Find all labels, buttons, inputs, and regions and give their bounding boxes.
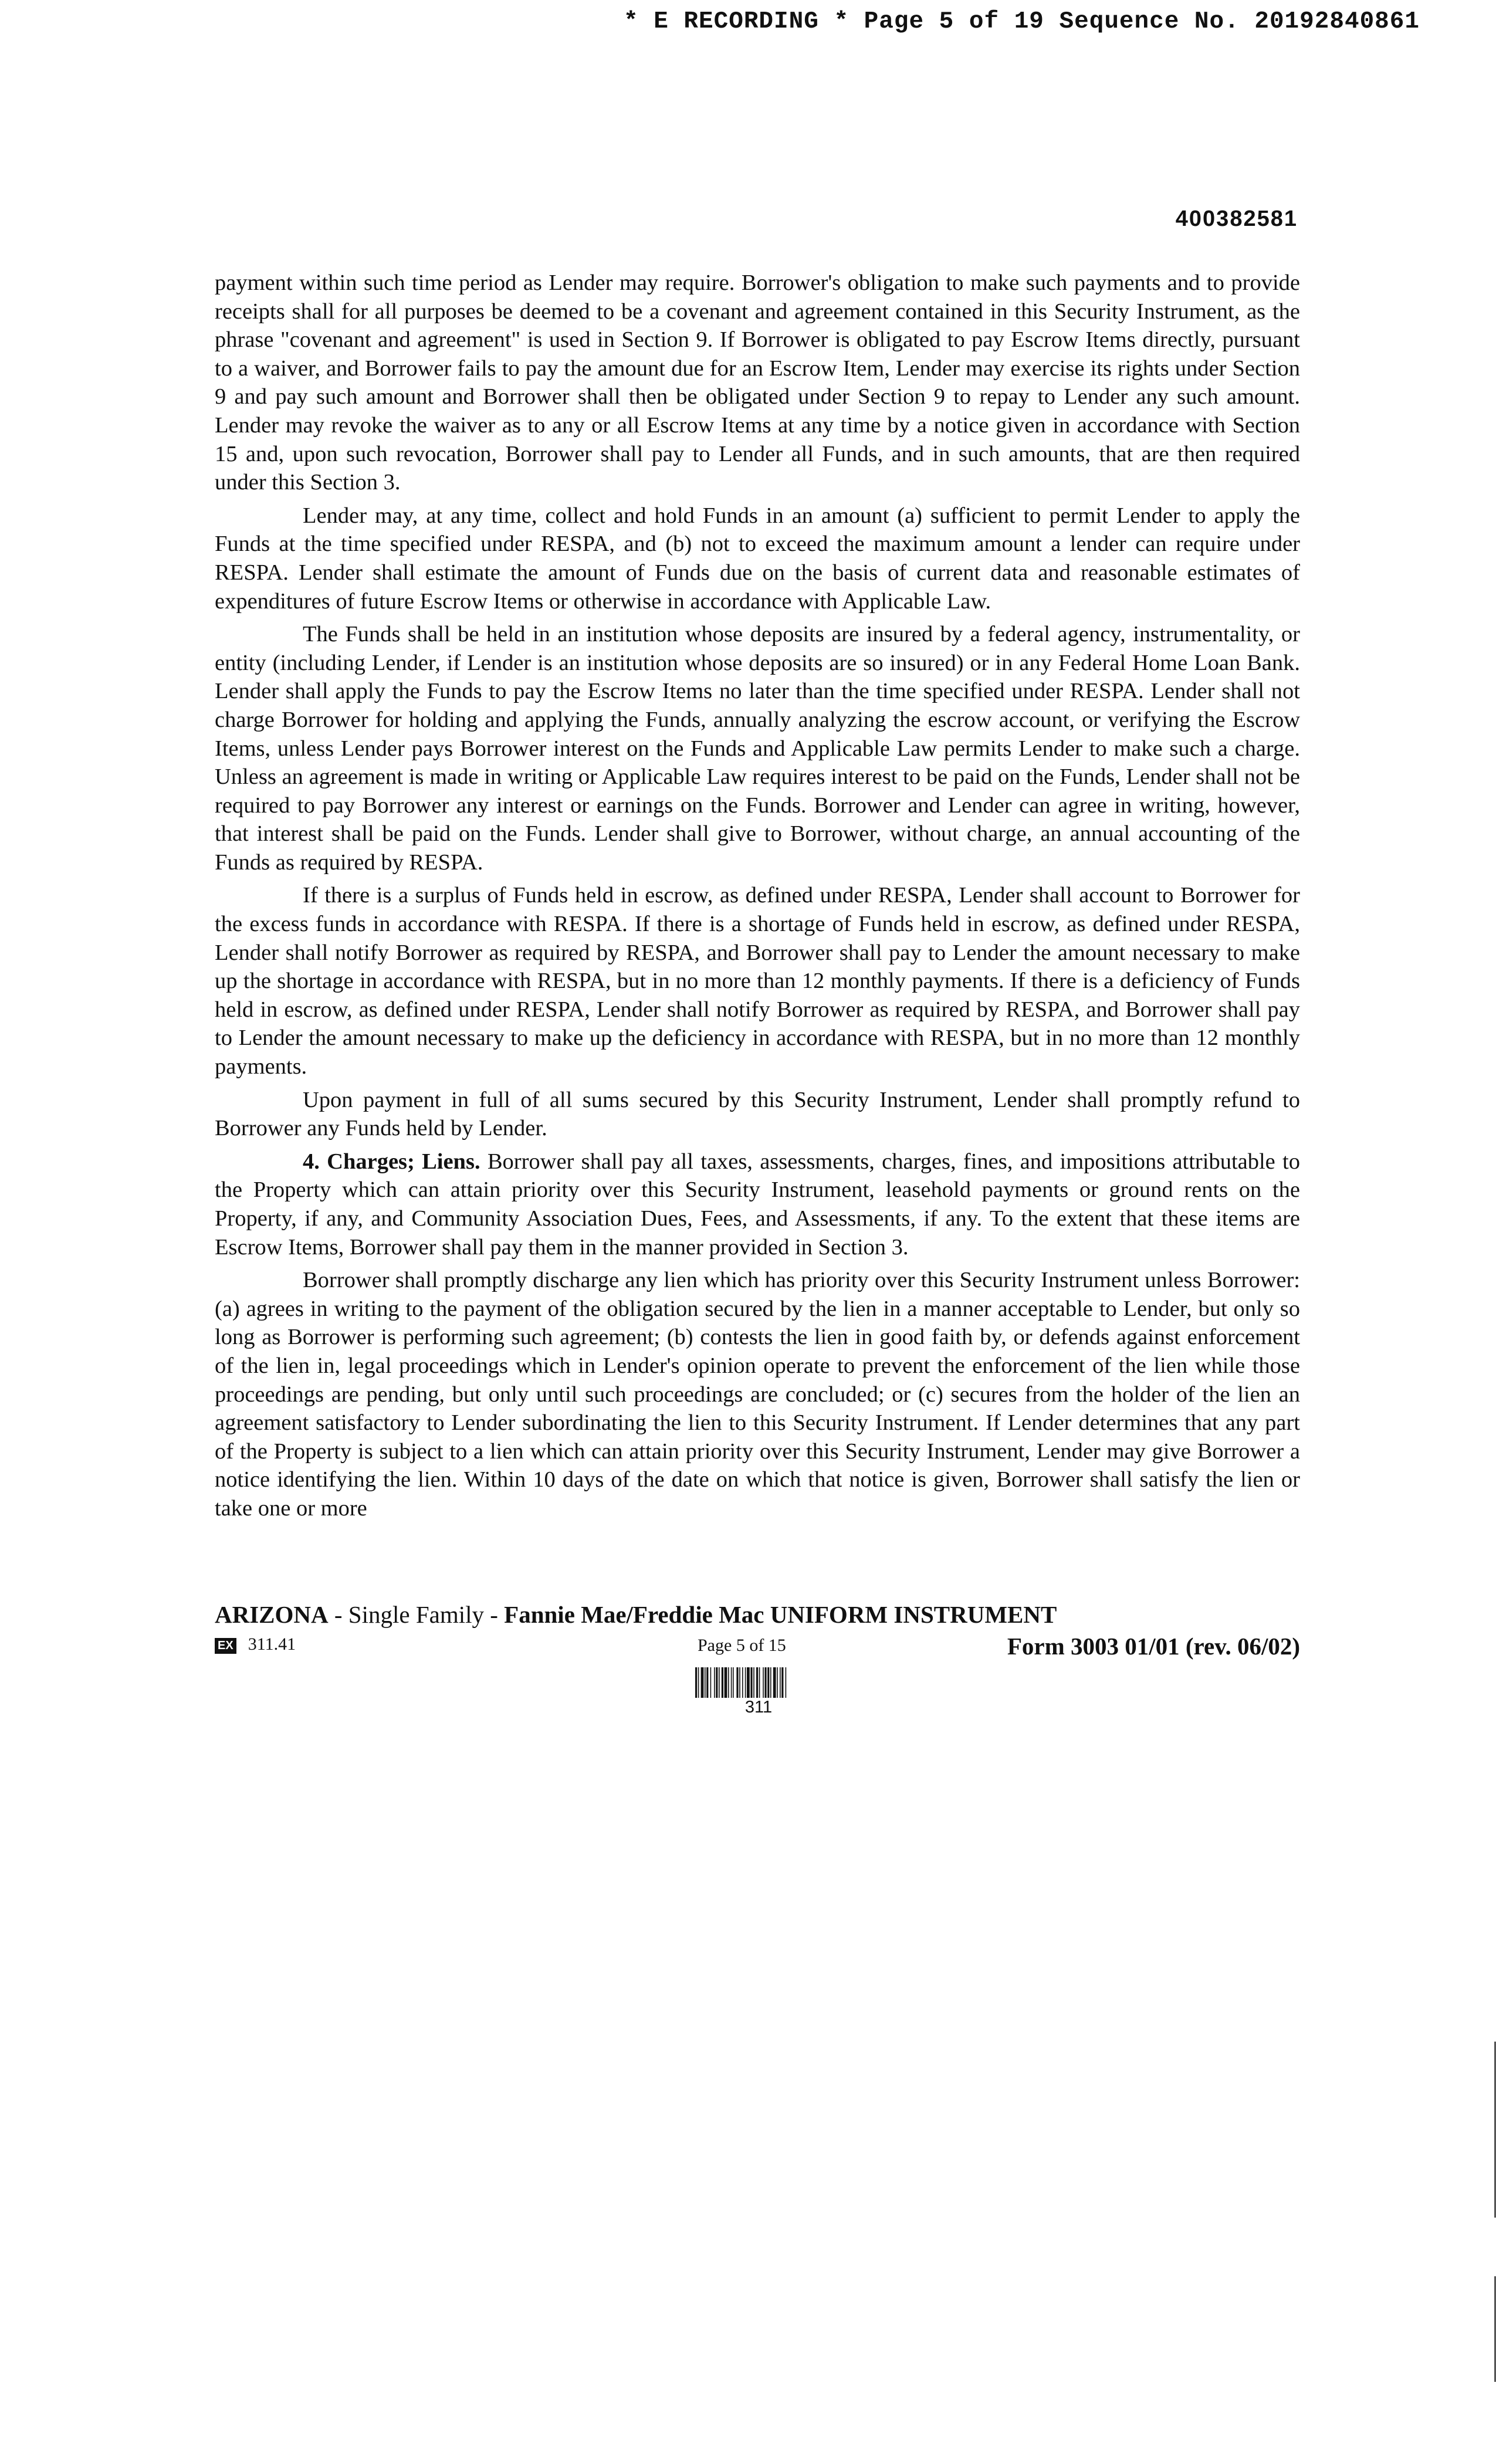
- barcode-bar: [705, 1667, 706, 1698]
- barcode-bar: [742, 1667, 743, 1698]
- barcode-bar: [739, 1667, 740, 1698]
- barcode-bar: [777, 1667, 778, 1698]
- barcode-bar: [733, 1667, 734, 1698]
- form-code: [215, 1634, 296, 1654]
- form-id: Form 3003 01/01 (rev. 06/02): [1007, 1633, 1300, 1660]
- barcode-bar: [722, 1667, 723, 1698]
- charges-liens-text: Borrower shall pay all taxes, assessments, charges, fines, and impositions attributable to the Property which can attain priority over this Security Instrument, leasehold payments or ground rents on the Property, if any, and Community Association Dues, Fees, and Assessments, if any. To the extent that these items are Escrow Items, Borrower shall pay them in the manner provided in Section 3.: [215, 1149, 1300, 1260]
- paragraph-discharge-lien: Borrower shall promptly discharge any lien which has priority over this Security Instrument unless Borrower: (a) agrees in writing to the payment of the obligation secured by the lien in a manner acceptable to Lender, but only so long as Borrower is performing such agreement; (b) contests the lien in good faith by, or defends against enforcement of the lien in, legal proceedings which in Lender's opinion operate to prevent the enforcement of the lien while those proceedings are pending, but only until such proceedings are concluded; or (c) secures from the holder of the lien an agreement satisfactory to Lender subordinating the lien to this Security Instrument. If Lender determines that any part of the Property is subject to a lien which can attain priority over this Security Instrument, Lender may give Borrower a notice identifying the lien. Within 10 days of the date on which that notice is given, Borrower shall satisfy the lien or take one or more: [215, 1268, 1300, 1521]
- barcode-bar: [710, 1667, 712, 1698]
- barcode-bar: [764, 1667, 766, 1698]
- barcode-bar: [728, 1667, 729, 1698]
- barcode-bar: [714, 1667, 715, 1698]
- barcode-bar: [719, 1667, 720, 1698]
- barcode-bar: [767, 1667, 769, 1698]
- barcode-bar: [786, 1667, 787, 1698]
- barcode-bar: [773, 1667, 776, 1698]
- barcode-bar: [731, 1667, 732, 1698]
- paragraph-surplus-shortage: If there is a surplus of Funds held in escrow, as defined under RESPA, Lender shall account to Borrower for the excess funds in accordance with RESPA. If there is a shortage of Funds held in escrow, as defined under RESPA, Lender shall notify Borrower as required by RESPA, and Borrower shall pay to Lender the amount necessary to make up the shortage in accordance with RESPA, but in no more than 12 monthly payments. If there is a deficiency of Funds held in escrow, as defined under RESPA, Lender shall notify Borrower as required by RESPA, and Borrower shall pay to Lender the amount necessary to make up the deficiency in accordance with RESPA, but in no more than 12 monthly payments.: [215, 883, 1300, 1079]
- barcode-bar: [695, 1667, 697, 1698]
- barcode-bar: [745, 1667, 746, 1698]
- paragraph-refund: Upon payment in full of all sums secured by this Security Instrument, Lender shall promptly refund to Borrower any Funds held by Lender.: [215, 1087, 1300, 1141]
- paragraph-funds-held: The Funds shall be held in an institution whose deposits are insured by a federal agency, instrumentality, or entity (including Lender, if Lender is an institution whose deposits are so insured) or in any Federal Home Loan Bank. Lender shall apply the Funds to pay the Escrow Items no later than the time specified under RESPA. Lender shall not charge Borrower for holding and applying the Funds, annually analyzing the escrow account, or verifying the Escrow Items, unless Lender pays Borrower interest on the Funds and Applicable Law permits Lender to make such a charge. Unless an agreement is made in writing or Applicable Law requires interest to be paid on the Funds, Lender shall not be required to pay Borrower any interest or earnings on the Funds. Borrower and Lender can agree in writing, however, that interest shall be paid on the Funds. Lender shall give to Borrower, without charge, an annual accounting of the Funds as required by RESPA.: [215, 622, 1300, 875]
- footer-title: [215, 1600, 1057, 1629]
- loan-number: 400382581: [1175, 207, 1298, 231]
- barcode-bar: [756, 1667, 758, 1698]
- barcode-number: 311: [744, 1698, 773, 1717]
- barcode-bar: [747, 1667, 750, 1698]
- paragraph-collect-funds: Lender may, at any time, collect and hold Funds in an amount (a) sufficient to permit Lender to apply the Funds at the time specified under RESPA, and (b) not to exceed the maximum amount a lender can require under RESPA. Lender shall estimate the amount of Funds due on the basis of current data and reasonable estimates of expenditures of future Escrow Items or otherwise in accordance with Applicable Law.: [215, 503, 1300, 614]
- paragraph-escrow-waiver: payment within such time period as Lender may require. Borrower's obligation to make such payments and to provide receipts shall for all purposes be deemed to be a covenant and agreement contained in this Security Instrument, as the phrase "covenant and agreement" is used in Section 9. If Borrower is obligated to pay Escrow Items directly, pursuant to a waiver, and Borrower fails to pay the amount due for an Escrow Item, Lender may exercise its rights under Section 9 and pay such amount and Borrower shall then be obligated under Section 9 to repay to Lender any such amount. Lender may revoke the waiver as to any or all Escrow Items at any time by a notice given in accordance with Section 15 and, upon such revocation, Borrower shall pay to Lender all Funds, and in such amounts, that are then required under this Section 3.: [215, 270, 1300, 495]
- barcode-bar: [701, 1667, 704, 1698]
- barcode-bar: [780, 1667, 781, 1698]
- barcode-bar: [781, 1667, 783, 1698]
- form-badge: EX: [215, 1638, 236, 1654]
- footer-descriptor: - Single Family -: [328, 1601, 505, 1628]
- page-of: Page 5 of 15: [698, 1636, 786, 1655]
- document-body: [215, 269, 1300, 1528]
- recording-header: * E RECORDING * Page 5 of 19 Sequence No. 20192840861: [623, 8, 1420, 35]
- footer-instrument: Fannie Mae/Freddie Mac UNIFORM INSTRUMENT: [504, 1601, 1057, 1628]
- section-heading-charges-liens: 4. Charges; Liens.: [303, 1149, 480, 1174]
- form-code-number: 311.41: [248, 1634, 296, 1654]
- barcode-bar: [716, 1667, 717, 1698]
- barcode-bar: [763, 1667, 764, 1698]
- barcode-bar: [706, 1667, 708, 1698]
- barcode-bar: [698, 1667, 699, 1698]
- footer-row: [215, 1632, 1300, 1661]
- barcode-bar: [736, 1667, 738, 1698]
- footer-state: ARIZONA: [215, 1601, 329, 1628]
- barcode-bar: [753, 1667, 754, 1698]
- barcode: [694, 1667, 823, 1698]
- barcode-bar: [759, 1667, 760, 1698]
- paragraph-charges-liens: [215, 1148, 1300, 1261]
- barcode-bar: [750, 1667, 752, 1698]
- barcode-bar: [770, 1667, 771, 1698]
- barcode-bar: [725, 1667, 727, 1698]
